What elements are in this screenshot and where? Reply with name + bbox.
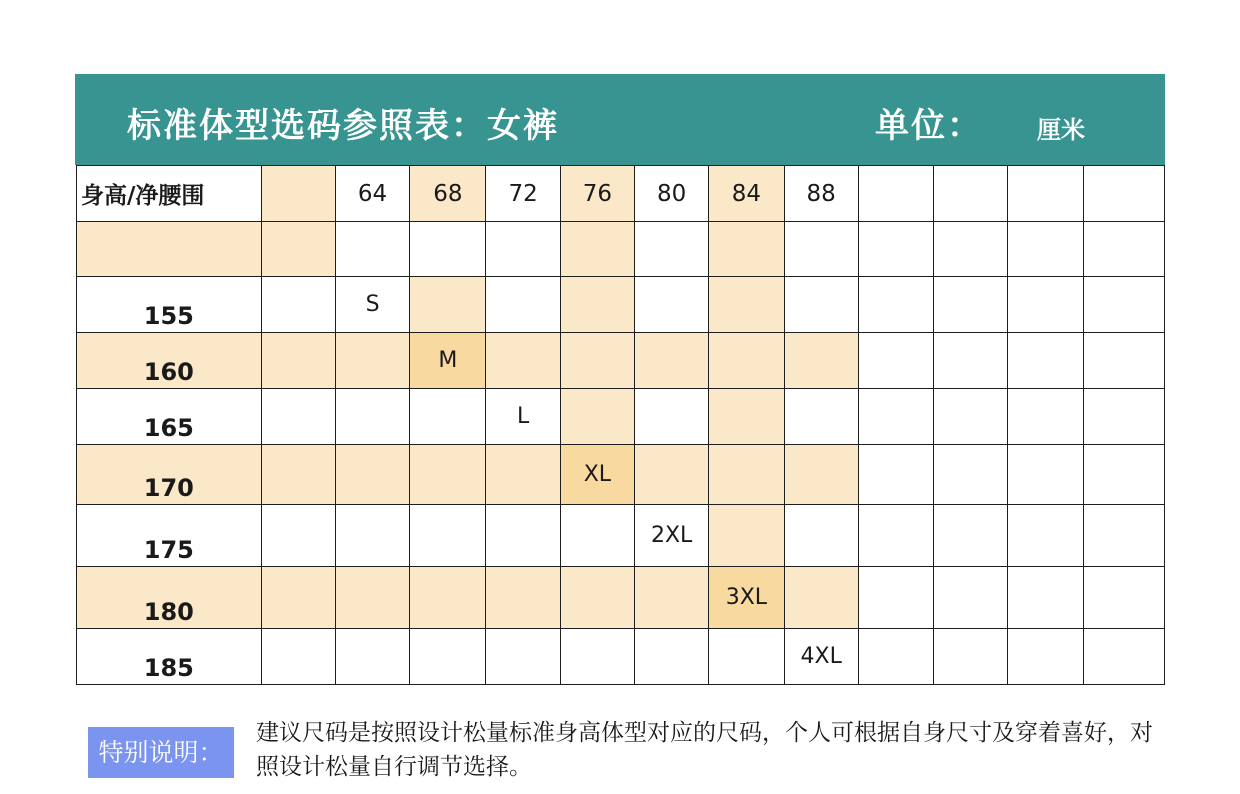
grid-cell bbox=[858, 567, 933, 629]
grid-cell bbox=[858, 389, 933, 445]
waist-header-cell bbox=[261, 166, 335, 222]
grid-cell bbox=[486, 629, 560, 685]
grid-cell bbox=[858, 222, 933, 277]
grid-cell bbox=[261, 567, 335, 629]
note-text: 建议尺码是按照设计松量标准身高体型对应的尺码，个人可根据自身尺寸及穿着喜好，对照设计松量自行调节选择。 bbox=[256, 720, 1153, 780]
grid-cell bbox=[486, 567, 560, 629]
grid-cell bbox=[784, 505, 858, 567]
grid-cell bbox=[261, 445, 335, 505]
size-table bbox=[76, 165, 1165, 685]
grid-cell bbox=[1008, 389, 1083, 445]
height-cell: 185 bbox=[77, 629, 262, 685]
grid-cell bbox=[858, 445, 933, 505]
table-row bbox=[77, 629, 1165, 685]
grid-cell bbox=[486, 222, 560, 277]
size-cell: 3XL bbox=[709, 567, 784, 629]
grid-cell bbox=[1008, 277, 1083, 333]
grid-cell bbox=[335, 505, 409, 567]
table-row bbox=[77, 567, 1165, 629]
grid-cell bbox=[410, 389, 486, 445]
grid-cell bbox=[858, 277, 933, 333]
grid-cell bbox=[784, 333, 858, 389]
grid-cell bbox=[709, 445, 784, 505]
grid-cell bbox=[335, 629, 409, 685]
grid-cell bbox=[560, 222, 634, 277]
grid-cell bbox=[709, 333, 784, 389]
grid-cell bbox=[784, 567, 858, 629]
waist-header-cell bbox=[1083, 166, 1164, 222]
height-cell: 175 bbox=[77, 505, 262, 567]
grid-cell bbox=[709, 389, 784, 445]
grid-cell bbox=[709, 629, 784, 685]
height-cell: 180 bbox=[77, 567, 262, 629]
grid-cell bbox=[1083, 567, 1164, 629]
grid-cell bbox=[934, 567, 1008, 629]
size-cell: M bbox=[410, 333, 486, 389]
grid-cell bbox=[1083, 389, 1164, 445]
grid-cell bbox=[410, 222, 486, 277]
grid-cell bbox=[858, 333, 933, 389]
grid-cell bbox=[335, 389, 409, 445]
grid-cell bbox=[635, 445, 709, 505]
size-cell: 4XL bbox=[784, 629, 858, 685]
grid-cell bbox=[635, 389, 709, 445]
grid-cell bbox=[1083, 222, 1164, 277]
waist-header-cell: 72 bbox=[486, 166, 560, 222]
grid-cell bbox=[635, 567, 709, 629]
grid-cell bbox=[261, 222, 335, 277]
grid-cell bbox=[1083, 277, 1164, 333]
grid-cell bbox=[335, 333, 409, 389]
grid-cell bbox=[635, 333, 709, 389]
grid-cell bbox=[1083, 629, 1164, 685]
grid-cell bbox=[410, 567, 486, 629]
grid-cell bbox=[410, 505, 486, 567]
waist-header-cell: 76 bbox=[560, 166, 634, 222]
grid-cell bbox=[486, 333, 560, 389]
grid-cell bbox=[261, 505, 335, 567]
grid-cell bbox=[261, 277, 335, 333]
table-row bbox=[77, 222, 1165, 277]
grid-cell bbox=[709, 222, 784, 277]
table-row bbox=[77, 505, 1165, 567]
grid-cell bbox=[1008, 505, 1083, 567]
grid-cell bbox=[335, 445, 409, 505]
grid-cell bbox=[784, 222, 858, 277]
grid-cell bbox=[934, 629, 1008, 685]
grid-cell bbox=[410, 445, 486, 505]
table-header-bar bbox=[75, 74, 1165, 165]
grid-cell bbox=[261, 333, 335, 389]
grid-cell bbox=[635, 629, 709, 685]
waist-header-cell: 80 bbox=[635, 166, 709, 222]
unit-label: 单位： bbox=[875, 106, 983, 146]
grid-cell bbox=[486, 445, 560, 505]
height-cell: 155 bbox=[77, 277, 262, 333]
grid-cell bbox=[709, 277, 784, 333]
size-cell: L bbox=[486, 389, 560, 445]
grid-cell bbox=[784, 389, 858, 445]
waist-header-cell: 88 bbox=[784, 166, 858, 222]
grid-cell bbox=[934, 333, 1008, 389]
size-cell: 2XL bbox=[635, 505, 709, 567]
table-row bbox=[77, 277, 1165, 333]
grid-cell bbox=[560, 333, 634, 389]
grid-cell bbox=[934, 277, 1008, 333]
grid-cell bbox=[858, 505, 933, 567]
note-label: 特别说明： bbox=[88, 727, 234, 778]
grid-cell bbox=[1008, 629, 1083, 685]
waist-header-cell: 68 bbox=[410, 166, 486, 222]
unit-value: 厘米 bbox=[1037, 116, 1085, 144]
grid-cell bbox=[784, 277, 858, 333]
grid-cell bbox=[1083, 505, 1164, 567]
grid-cell bbox=[934, 222, 1008, 277]
grid-cell bbox=[858, 629, 933, 685]
grid-cell bbox=[1008, 567, 1083, 629]
height-cell: 160 bbox=[77, 333, 262, 389]
grid-cell bbox=[560, 277, 634, 333]
grid-cell bbox=[1083, 445, 1164, 505]
grid-cell bbox=[560, 505, 634, 567]
grid-cell bbox=[410, 277, 486, 333]
waist-header-row bbox=[77, 166, 1165, 222]
size-cell: XL bbox=[560, 445, 634, 505]
grid-cell bbox=[335, 567, 409, 629]
waist-header-cell: 64 bbox=[335, 166, 409, 222]
grid-cell bbox=[934, 389, 1008, 445]
height-cell: 170 bbox=[77, 445, 262, 505]
grid-cell bbox=[1008, 445, 1083, 505]
height-cell: 165 bbox=[77, 389, 262, 445]
table-row bbox=[77, 445, 1165, 505]
chart-title: 标准体型选码参照表：女裤 bbox=[127, 106, 559, 146]
grid-cell bbox=[335, 222, 409, 277]
grid-cell bbox=[635, 277, 709, 333]
waist-header-cell bbox=[1008, 166, 1083, 222]
table-row bbox=[77, 333, 1165, 389]
grid-cell bbox=[934, 445, 1008, 505]
grid-cell bbox=[1008, 222, 1083, 277]
table-row bbox=[77, 389, 1165, 445]
grid-cell bbox=[261, 629, 335, 685]
waist-header-cell bbox=[858, 166, 933, 222]
waist-header-cell: 84 bbox=[709, 166, 784, 222]
grid-cell bbox=[1083, 333, 1164, 389]
height-cell bbox=[77, 222, 262, 277]
grid-cell bbox=[410, 629, 486, 685]
waist-header-cell bbox=[934, 166, 1008, 222]
grid-cell bbox=[261, 389, 335, 445]
grid-cell bbox=[560, 389, 634, 445]
grid-cell bbox=[486, 277, 560, 333]
grid-cell bbox=[486, 505, 560, 567]
grid-cell bbox=[635, 222, 709, 277]
grid-cell bbox=[784, 445, 858, 505]
grid-cell bbox=[1008, 333, 1083, 389]
grid-cell bbox=[709, 505, 784, 567]
grid-cell bbox=[934, 505, 1008, 567]
grid-cell bbox=[560, 629, 634, 685]
corner-header-cell: 身高/净腰围 bbox=[77, 166, 262, 222]
grid-cell bbox=[560, 567, 634, 629]
size-cell: S bbox=[335, 277, 409, 333]
